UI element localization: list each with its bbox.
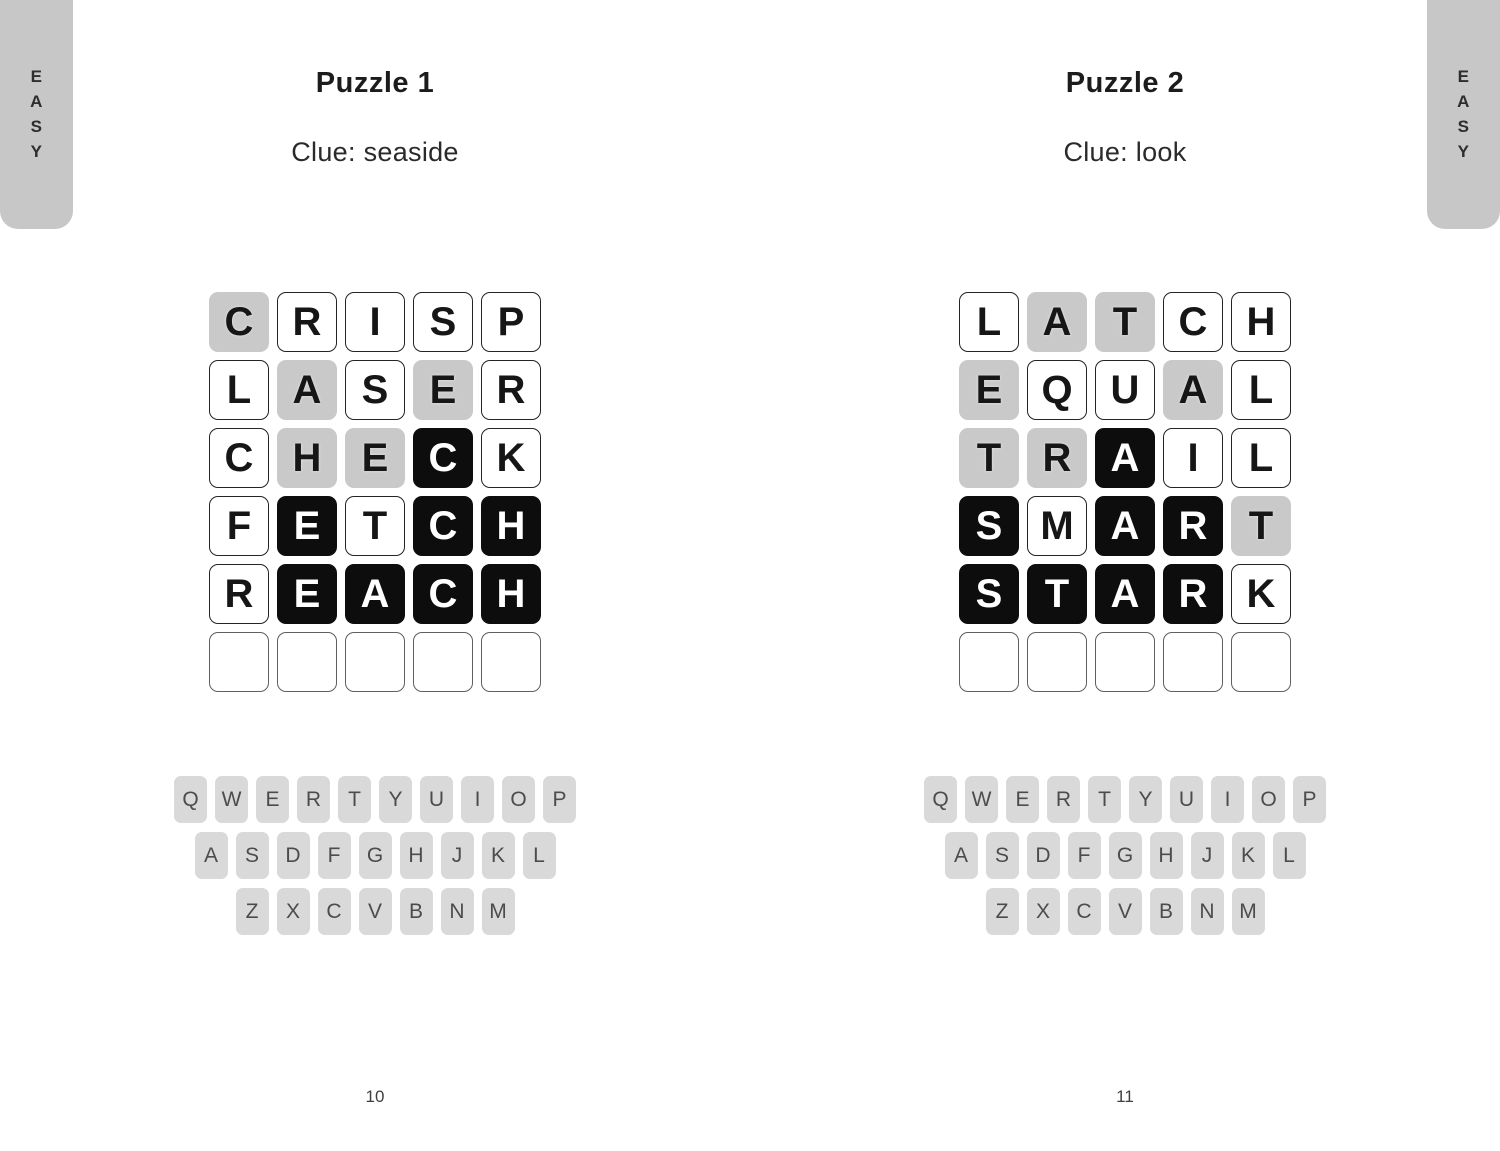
key-P[interactable]: P [543, 776, 576, 823]
grid-cell-C: C [209, 428, 269, 488]
key-W[interactable]: W [215, 776, 248, 823]
grid-cell-L: L [959, 292, 1019, 352]
key-I[interactable]: I [461, 776, 494, 823]
key-R[interactable]: R [1047, 776, 1080, 823]
grid-cell-H: H [1231, 292, 1291, 352]
keyboard-row [195, 832, 556, 879]
grid-cell-R: R [1027, 428, 1087, 488]
grid-cell-F: F [209, 496, 269, 556]
grid-cell-L: L [1231, 428, 1291, 488]
puzzle-clue: Clue: look [1063, 137, 1187, 167]
tab-letter: Y [1457, 142, 1470, 161]
key-B[interactable]: B [400, 888, 433, 935]
key-F[interactable]: F [318, 832, 351, 879]
key-O[interactable]: O [502, 776, 535, 823]
grid-cell-A: A [1027, 292, 1087, 352]
key-U[interactable]: U [1170, 776, 1203, 823]
grid-row [959, 428, 1291, 488]
grid-cell-K: K [481, 428, 541, 488]
grid-cell-T: T [959, 428, 1019, 488]
grid-cell-I: I [1163, 428, 1223, 488]
tab-letter: E [30, 67, 43, 86]
grid-row [959, 564, 1291, 624]
key-S[interactable]: S [236, 832, 269, 879]
tab-letter: Y [30, 142, 43, 161]
grid-cell-I: I [345, 292, 405, 352]
grid-cell-R: R [1163, 564, 1223, 624]
grid-cell-C: C [1163, 292, 1223, 352]
key-E[interactable]: E [256, 776, 289, 823]
keyboard [924, 776, 1326, 935]
grid-cell-empty [345, 632, 405, 692]
grid-cell-empty [413, 632, 473, 692]
key-N[interactable]: N [441, 888, 474, 935]
key-F[interactable]: F [1068, 832, 1101, 879]
grid-cell-R: R [277, 292, 337, 352]
key-D[interactable]: D [277, 832, 310, 879]
key-G[interactable]: G [1109, 832, 1142, 879]
page-number: 10 [365, 1087, 385, 1106]
grid-cell-empty [1163, 632, 1223, 692]
grid-cell-A: A [1095, 564, 1155, 624]
keyboard [174, 776, 576, 935]
grid-cell-E: E [959, 360, 1019, 420]
grid-cell-H: H [481, 564, 541, 624]
grid-cell-empty [1231, 632, 1291, 692]
key-I[interactable]: I [1211, 776, 1244, 823]
grid-row [959, 360, 1291, 420]
key-O[interactable]: O [1252, 776, 1285, 823]
grid-cell-C: C [413, 428, 473, 488]
grid-row [209, 360, 541, 420]
key-K[interactable]: K [1232, 832, 1265, 879]
key-V[interactable]: V [359, 888, 392, 935]
grid-row [209, 564, 541, 624]
key-G[interactable]: G [359, 832, 392, 879]
grid-cell-T: T [1027, 564, 1087, 624]
key-T[interactable]: T [1088, 776, 1121, 823]
grid-cell-A: A [277, 360, 337, 420]
grid-cell-T: T [1095, 292, 1155, 352]
keyboard-row [945, 832, 1306, 879]
key-A[interactable]: A [195, 832, 228, 879]
key-K[interactable]: K [482, 832, 515, 879]
grid-cell-empty [959, 632, 1019, 692]
key-M[interactable]: M [482, 888, 515, 935]
grid-cell-H: H [481, 496, 541, 556]
key-R[interactable]: R [297, 776, 330, 823]
grid-cell-E: E [277, 564, 337, 624]
key-T[interactable]: T [338, 776, 371, 823]
key-Z[interactable]: Z [236, 888, 269, 935]
key-A[interactable]: A [945, 832, 978, 879]
grid-cell-T: T [345, 496, 405, 556]
grid-cell-C: C [413, 564, 473, 624]
grid-cell-Q: Q [1027, 360, 1087, 420]
grid-row [959, 632, 1291, 692]
grid-cell-S: S [345, 360, 405, 420]
grid-cell-P: P [481, 292, 541, 352]
grid-cell-S: S [959, 564, 1019, 624]
grid-cell-T: T [1231, 496, 1291, 556]
tab-letter: A [1457, 92, 1470, 111]
keyboard-row [924, 776, 1326, 823]
page-puzzle-2 [750, 0, 1500, 1151]
grid-cell-H: H [277, 428, 337, 488]
keyboard-row [986, 888, 1265, 935]
grid-cell-C: C [209, 292, 269, 352]
grid-cell-empty [209, 632, 269, 692]
key-U[interactable]: U [420, 776, 453, 823]
key-Y[interactable]: Y [1129, 776, 1162, 823]
letter-grid [209, 292, 541, 692]
key-D[interactable]: D [1027, 832, 1060, 879]
grid-cell-empty [277, 632, 337, 692]
grid-cell-L: L [1231, 360, 1291, 420]
key-Y[interactable]: Y [379, 776, 412, 823]
grid-cell-C: C [413, 496, 473, 556]
page-number: 11 [1116, 1087, 1134, 1106]
grid-cell-R: R [1163, 496, 1223, 556]
grid-cell-A: A [345, 564, 405, 624]
key-W[interactable]: W [965, 776, 998, 823]
key-M[interactable]: M [1232, 888, 1265, 935]
grid-cell-empty [1095, 632, 1155, 692]
grid-cell-E: E [345, 428, 405, 488]
grid-cell-S: S [413, 292, 473, 352]
keyboard-row [236, 888, 515, 935]
grid-cell-A: A [1163, 360, 1223, 420]
key-L[interactable]: L [1273, 832, 1306, 879]
grid-cell-A: A [1095, 496, 1155, 556]
puzzle-title: Puzzle 1 [315, 67, 435, 99]
grid-cell-R: R [209, 564, 269, 624]
grid-row [209, 292, 541, 352]
grid-cell-E: E [277, 496, 337, 556]
key-L[interactable]: L [523, 832, 556, 879]
grid-cell-empty [1027, 632, 1087, 692]
key-B[interactable]: B [1150, 888, 1183, 935]
puzzle-clue: Clue: seaside [291, 137, 459, 167]
key-X[interactable]: X [1027, 888, 1060, 935]
key-Z[interactable]: Z [986, 888, 1019, 935]
grid-cell-E: E [413, 360, 473, 420]
grid-cell-L: L [209, 360, 269, 420]
grid-row [209, 428, 541, 488]
grid-cell-R: R [481, 360, 541, 420]
key-N[interactable]: N [1191, 888, 1224, 935]
tab-letter: S [30, 117, 43, 136]
tab-letter: S [1457, 117, 1470, 136]
key-Q[interactable]: Q [174, 776, 207, 823]
key-V[interactable]: V [1109, 888, 1142, 935]
grid-row [959, 292, 1291, 352]
grid-cell-empty [481, 632, 541, 692]
tab-letter: E [1457, 67, 1470, 86]
puzzle-title: Puzzle 2 [1065, 67, 1185, 99]
grid-cell-M: M [1027, 496, 1087, 556]
key-S[interactable]: S [986, 832, 1019, 879]
grid-row [209, 632, 541, 692]
key-H[interactable]: H [1150, 832, 1183, 879]
keyboard-row [174, 776, 576, 823]
key-E[interactable]: E [1006, 776, 1039, 823]
key-J[interactable]: J [1191, 832, 1224, 879]
grid-cell-K: K [1231, 564, 1291, 624]
tab-letter: A [30, 92, 43, 111]
key-P[interactable]: P [1293, 776, 1326, 823]
key-Q[interactable]: Q [924, 776, 957, 823]
letter-grid [959, 292, 1291, 692]
key-X[interactable]: X [277, 888, 310, 935]
grid-cell-S: S [959, 496, 1019, 556]
grid-row [209, 496, 541, 556]
key-H[interactable]: H [400, 832, 433, 879]
key-J[interactable]: J [441, 832, 474, 879]
grid-cell-U: U [1095, 360, 1155, 420]
key-C[interactable]: C [318, 888, 351, 935]
grid-row [959, 496, 1291, 556]
grid-cell-A: A [1095, 428, 1155, 488]
key-C[interactable]: C [1068, 888, 1101, 935]
